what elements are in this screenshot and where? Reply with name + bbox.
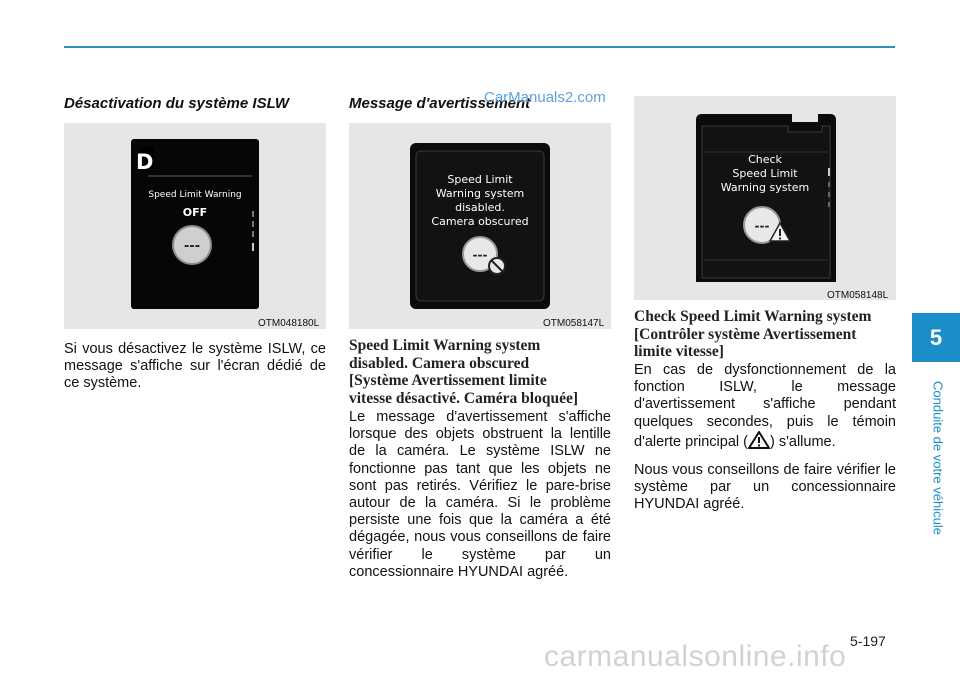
page-number: 5-197 xyxy=(850,633,886,649)
paragraph: Si vous désactivez le système ISLW, ce message s'affiche sur l'écran dédié de ce système. xyxy=(64,341,326,392)
screen-line-2: Warning system xyxy=(435,187,525,200)
subsection-title-check xyxy=(634,308,896,361)
subsection-title-obscured xyxy=(349,337,611,407)
speed-sign-dashes: --- xyxy=(472,248,488,262)
paragraph: Le message d'avertissement s'affiche lorsque des objets obstruent la lentille de la caméra. Le système ISLW ne fonctionne pas tant que les objets ne sont pas retirés. Vérifiez le pare-brise autour de la caméra. Si le problème persiste une fois que la caméra a été dégagée, nous vous conseillons de faire vérifier le système par un concessionnaire HYUNDAI agréé. xyxy=(349,409,611,580)
screen-line-1: Speed Limit xyxy=(447,173,513,186)
screen-line-3: disabled. xyxy=(455,201,505,214)
text-span: En cas de dysfonctionnement de la fonction ISLW, le message d'avertissement s'affiche pendant quelques secondes, puis le témoin d'alerte principal ( xyxy=(634,362,896,450)
chapter-side-label-text: Conduite de votre véhicule xyxy=(930,381,946,535)
chapter-tab: 5 xyxy=(912,313,960,362)
body-text-col3 xyxy=(634,362,896,522)
speed-sign-dashes: --- xyxy=(183,239,201,254)
figure-caption-1: OTM048180L xyxy=(258,318,320,329)
section-heading-deactivation: Désactivation du système ISLW xyxy=(64,95,290,112)
screen-line-3: Warning system xyxy=(720,181,810,194)
speed-sign-dashes: --- xyxy=(754,219,770,233)
body-text-col2 xyxy=(349,409,611,589)
paragraph: Nous vous conseillons de faire vérifier le système par un concessionnaire HYUNDAI agréé. xyxy=(634,462,896,513)
screen-line-4: Camera obscured xyxy=(431,215,529,228)
cluster-image-obscured xyxy=(349,123,611,329)
cluster-display-obscured xyxy=(349,123,611,329)
cluster-image-off xyxy=(64,123,326,329)
chapter-side-label xyxy=(930,372,946,544)
title-line: vitesse désactivé. Caméra bloquée] xyxy=(349,389,579,407)
screen-label: Speed Limit Warning xyxy=(148,190,242,200)
title-line: limite vitesse] xyxy=(634,343,724,360)
figure-caption-3: OTM058148L xyxy=(827,290,889,301)
cluster-display-off xyxy=(64,123,326,329)
section-heading-warning-message: Message d'avertissement xyxy=(349,95,531,112)
text-span: ) s'allume. xyxy=(770,433,836,450)
cluster-image-check xyxy=(634,96,896,300)
master-warning-icon xyxy=(748,431,770,454)
title-line: [Contrôler système Avertissement xyxy=(634,325,857,343)
top-rule xyxy=(64,46,895,48)
body-text-col1 xyxy=(64,341,326,401)
screen-status: OFF xyxy=(182,206,208,219)
title-line: disabled. Camera obscured xyxy=(349,354,530,372)
title-line: Speed Limit Warning system xyxy=(349,337,541,354)
gear-indicator: D xyxy=(136,150,154,174)
title-line: Check Speed Limit Warning system xyxy=(634,308,872,325)
watermark-bottom: carmanualsonline.info xyxy=(544,640,847,673)
watermark-top: CarManuals2.com xyxy=(484,89,606,106)
title-line: [Système Avertissement limite xyxy=(349,372,547,389)
screen-line-1: Check xyxy=(748,153,782,166)
cluster-display-check xyxy=(634,96,896,300)
screen-line-2: Speed Limit xyxy=(732,167,798,180)
figure-caption-2: OTM058147L xyxy=(543,318,605,329)
paragraph xyxy=(634,362,896,454)
